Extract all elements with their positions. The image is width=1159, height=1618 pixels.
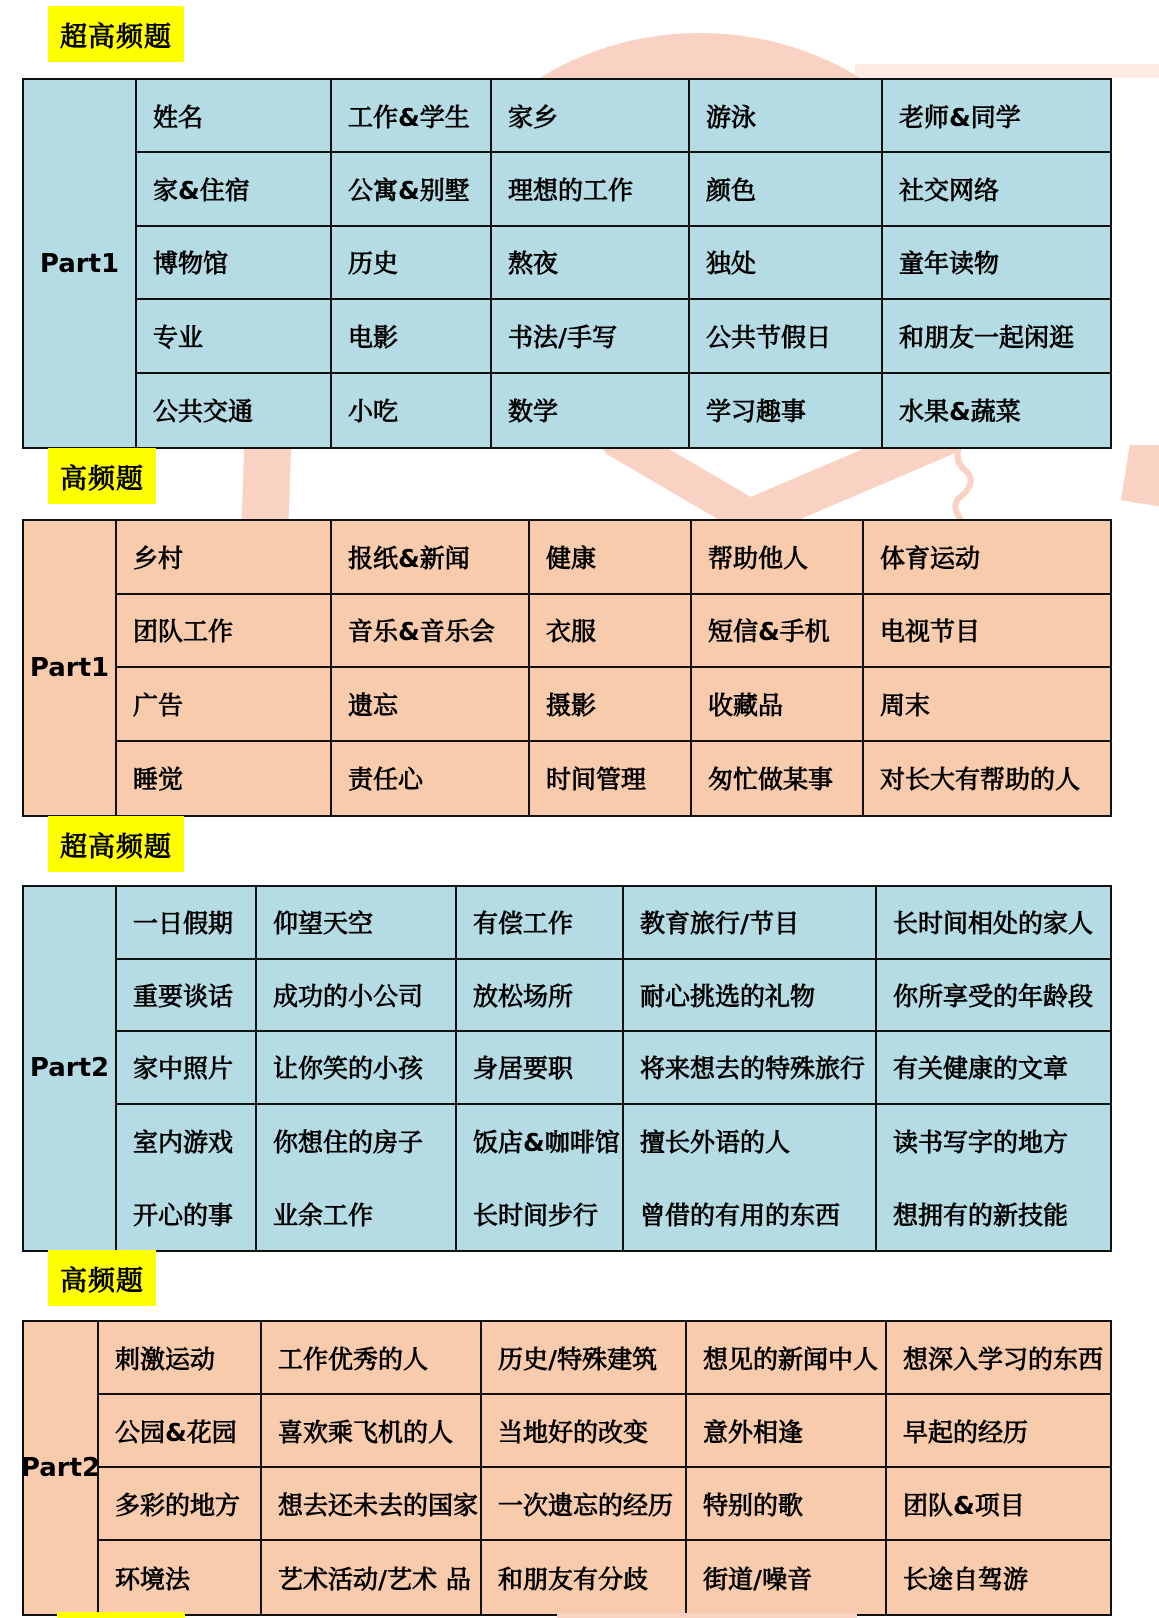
part-label: Part1 bbox=[24, 80, 137, 447]
topic-cell: 成功的小公司 bbox=[257, 960, 457, 1033]
topic-cell: 社交网络 bbox=[883, 153, 1110, 226]
topic-cell: 耐心挑选的礼物 bbox=[624, 960, 877, 1033]
topic-cell: 团队工作 bbox=[117, 595, 332, 669]
topic-cell: 擅长外语的人 bbox=[624, 1105, 877, 1178]
topics-table-part2-high-freq bbox=[22, 1320, 1112, 1616]
topic-cell: 游泳 bbox=[690, 80, 883, 153]
topic-cell: 小吃 bbox=[332, 374, 492, 447]
topic-cell: 教育旅行/节目 bbox=[624, 887, 877, 960]
topic-cell: 公共交通 bbox=[137, 374, 332, 447]
topic-cell: 想深入学习的东西 bbox=[887, 1322, 1110, 1395]
topic-cell: 理想的工作 bbox=[492, 153, 690, 226]
topic-cell: 室内游戏 bbox=[117, 1105, 257, 1178]
topic-cell: 喜欢乘飞机的人 bbox=[262, 1395, 482, 1468]
topic-cell: 音乐&音乐会 bbox=[332, 595, 530, 669]
topic-cell: 想见的新闻中人 bbox=[687, 1322, 887, 1395]
topic-cell: 业余工作 bbox=[257, 1177, 457, 1250]
topic-cell: 广告 bbox=[117, 668, 332, 742]
topic-cell: 环境法 bbox=[99, 1541, 262, 1614]
topic-cell: 对长大有帮助的人 bbox=[880, 765, 1081, 795]
topic-cell: 和朋友一起闲逛 bbox=[883, 300, 1110, 373]
section-label-ultra-high-freq-2: 超高频题 bbox=[48, 816, 184, 872]
topic-cell: 艺术活动/艺术 品 bbox=[262, 1541, 482, 1614]
topic-cell: 专业 bbox=[137, 300, 332, 373]
topic-cell: 早起的经历 bbox=[887, 1395, 1110, 1468]
topic-cell: 身居要职 bbox=[457, 1032, 624, 1105]
topic-cell: 饭店&咖啡馆 bbox=[457, 1105, 624, 1178]
topic-cell: 让你笑的小孩 bbox=[257, 1032, 457, 1105]
topic-cell: 长时间步行 bbox=[457, 1177, 624, 1250]
topic-cell: 一日假期 bbox=[117, 887, 257, 960]
topic-cell: 想去还未去的国家 bbox=[262, 1468, 482, 1541]
topic-cell: 仰望天空 bbox=[257, 887, 457, 960]
section-label-high-freq-2: 高频题 bbox=[48, 1250, 156, 1306]
topic-cell: 工作优秀的人 bbox=[262, 1322, 482, 1395]
topic-cell: 一次遗忘的经历 bbox=[482, 1468, 687, 1541]
topic-cell: 当地好的改变 bbox=[482, 1395, 687, 1468]
topic-cell: 学习趣事 bbox=[690, 374, 883, 447]
topics-table-part2-ultra-high-freq bbox=[22, 885, 1112, 1252]
topic-cell: 家&住宿 bbox=[137, 153, 332, 226]
topic-cell: 多彩的地方 bbox=[99, 1468, 262, 1541]
topic-cell: 意外相逢 bbox=[687, 1395, 887, 1468]
topic-cell: 时间管理 bbox=[530, 742, 692, 816]
topic-cell: 数学 bbox=[492, 374, 690, 447]
topic-cell: 开心的事 bbox=[117, 1177, 257, 1250]
topic-cell: 公园&花园 bbox=[99, 1395, 262, 1468]
topic-cell: 特别的歌 bbox=[687, 1468, 887, 1541]
topic-cell: 姓名 bbox=[137, 80, 332, 153]
topic-cell: 你想住的房子 bbox=[257, 1105, 457, 1178]
topic-cell: 收藏品 bbox=[692, 668, 864, 742]
part-label: Part2 bbox=[24, 1322, 99, 1614]
topic-cell: 水果&蔬菜 bbox=[899, 397, 1021, 427]
topic-cell: 和朋友有分歧 bbox=[482, 1541, 687, 1614]
topic-cell: 工作&学生 bbox=[332, 80, 492, 153]
topic-cell: 健康 bbox=[530, 521, 692, 595]
topic-cell: 刺激运动 bbox=[99, 1322, 262, 1395]
topic-cell: 读书写字的地方 bbox=[893, 1128, 1069, 1158]
topic-cell: 短信&手机 bbox=[692, 595, 864, 669]
topic-cell: 你所享受的年龄段 bbox=[877, 960, 1110, 1033]
topic-cell: 帮助他人 bbox=[692, 521, 864, 595]
topic-cell: 责任心 bbox=[332, 742, 530, 816]
part-label: Part1 bbox=[24, 521, 117, 815]
topic-cell: 匆忙做某事 bbox=[692, 742, 864, 816]
topic-cell: 睡觉 bbox=[117, 742, 332, 816]
section-label-ultra-high-freq-1: 超高频题 bbox=[48, 6, 184, 62]
topic-cell: 独处 bbox=[690, 227, 883, 300]
next-section-label-fragment bbox=[57, 1612, 185, 1618]
topic-cell: 电影 bbox=[332, 300, 492, 373]
topic-cell: 摄影 bbox=[530, 668, 692, 742]
topic-cell: 熬夜 bbox=[492, 227, 690, 300]
topic-cell: 博物馆 bbox=[137, 227, 332, 300]
topic-cell: 体育运动 bbox=[864, 521, 1110, 595]
topic-cell: 家乡 bbox=[492, 80, 690, 153]
topic-cell: 想拥有的新技能 bbox=[893, 1200, 1069, 1230]
topic-cell: 报纸&新闻 bbox=[332, 521, 530, 595]
topic-cell: 长时间相处的家人 bbox=[877, 887, 1110, 960]
topic-cell: 周末 bbox=[864, 668, 1110, 742]
topic-cell: 书法/手写 bbox=[492, 300, 690, 373]
topic-cell: 老师&同学 bbox=[883, 80, 1110, 153]
topic-cell: 历史 bbox=[332, 227, 492, 300]
topics-table-part1-ultra-high-freq bbox=[22, 78, 1112, 449]
part-label: Part2 bbox=[24, 887, 117, 1250]
topic-cell: 家中照片 bbox=[117, 1032, 257, 1105]
watermark-bottom-fragment bbox=[557, 1613, 857, 1618]
topic-cell: 遗忘 bbox=[332, 668, 530, 742]
topic-cell: 曾借的有用的东西 bbox=[624, 1177, 877, 1250]
topic-cell: 颜色 bbox=[690, 153, 883, 226]
topic-cell: 放松场所 bbox=[457, 960, 624, 1033]
section-label-high-freq-1: 高频题 bbox=[48, 448, 156, 504]
topic-cell: 长途自驾游 bbox=[903, 1564, 1029, 1594]
topics-table-part1-high-freq bbox=[22, 519, 1112, 817]
topic-cell: 历史/特殊建筑 bbox=[482, 1322, 687, 1395]
topic-cell: 将来想去的特殊旅行 bbox=[624, 1032, 877, 1105]
topic-cell: 电视节目 bbox=[864, 595, 1110, 669]
topic-cell: 有关健康的文章 bbox=[877, 1032, 1110, 1105]
topic-cell: 团队&项目 bbox=[887, 1468, 1110, 1541]
topic-cell: 街道/噪音 bbox=[687, 1541, 887, 1614]
topic-cell: 公共节假日 bbox=[690, 300, 883, 373]
topic-cell: 童年读物 bbox=[883, 227, 1110, 300]
topic-cell: 乡村 bbox=[117, 521, 332, 595]
topic-cell: 公寓&别墅 bbox=[332, 153, 492, 226]
topic-cell: 有偿工作 bbox=[457, 887, 624, 960]
topic-cell: 重要谈话 bbox=[117, 960, 257, 1033]
topic-cell: 衣服 bbox=[530, 595, 692, 669]
